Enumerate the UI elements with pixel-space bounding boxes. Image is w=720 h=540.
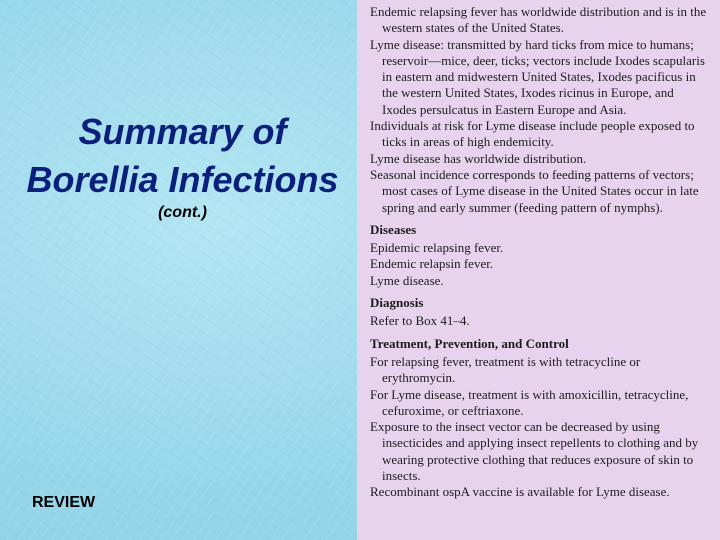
slide-title: [0, 108, 365, 204]
paragraph-seasonal-incidence: Seasonal incidence corresponds to feeding patterns of vectors; most cases of Lyme disease in the United States occur in late spring and early summer (feeding pattern of nymphs).: [370, 166, 699, 215]
treatment-item: Exposure to the insect vector can be decreased by using insecticides and applying insect repellents to clothing and by wearing protective clothing that reduces exposure of skin to insects.: [370, 419, 699, 484]
paragraph-endemic-relapsing-fever: Endemic relapsing fever has worldwide distribution and is in the western states of the United States.: [370, 4, 707, 36]
disease-item: Endemic relapsin fever.: [370, 256, 494, 272]
treatment-item: For Lyme disease, treatment is with amoxicillin, tetracycline, cefuroxime, or ceftriaxone.: [370, 386, 689, 418]
textbook-excerpt-panel: [357, 0, 720, 540]
diagnosis-heading: Diagnosis: [370, 295, 424, 311]
slide-title-line-1: Summary of: [78, 111, 287, 152]
paragraph-lyme-distribution: Lyme disease has worldwide distribution.: [370, 150, 587, 166]
slide-title-line-2: Borellia Infections: [26, 159, 339, 200]
treatment-item: For relapsing fever, treatment is with tetracycline or erythromycin.: [370, 353, 641, 386]
slide-subtitle: (cont.): [158, 204, 207, 221]
review-label: REVIEW: [32, 494, 96, 511]
diseases-heading: Diseases: [370, 221, 417, 237]
paragraph-lyme-transmission: Lyme disease: transmitted by hard ticks from mice to humans; reservoir—mice, deer, ticks; vectors include Ixodes scapularis in eastern and midwestern United States, Ixodes pacificus in the western United States, Ixodes ricinus in Europe, and Ixodes persulcatus in Eastern Europe and Asia.: [370, 36, 705, 117]
treatment-item: Recombinant ospA vaccine is available for Lyme disease.: [370, 484, 670, 500]
disease-item: Epidemic relapsing fever.: [370, 240, 504, 256]
disease-item: Lyme disease.: [370, 272, 444, 288]
treatment-heading: Treatment, Prevention, and Control: [370, 335, 569, 351]
paragraph-risk-groups: Individuals at risk for Lyme disease include people exposed to ticks in areas of high endemicity.: [370, 118, 695, 150]
diagnosis-item: Refer to Box 41–4.: [370, 313, 470, 329]
